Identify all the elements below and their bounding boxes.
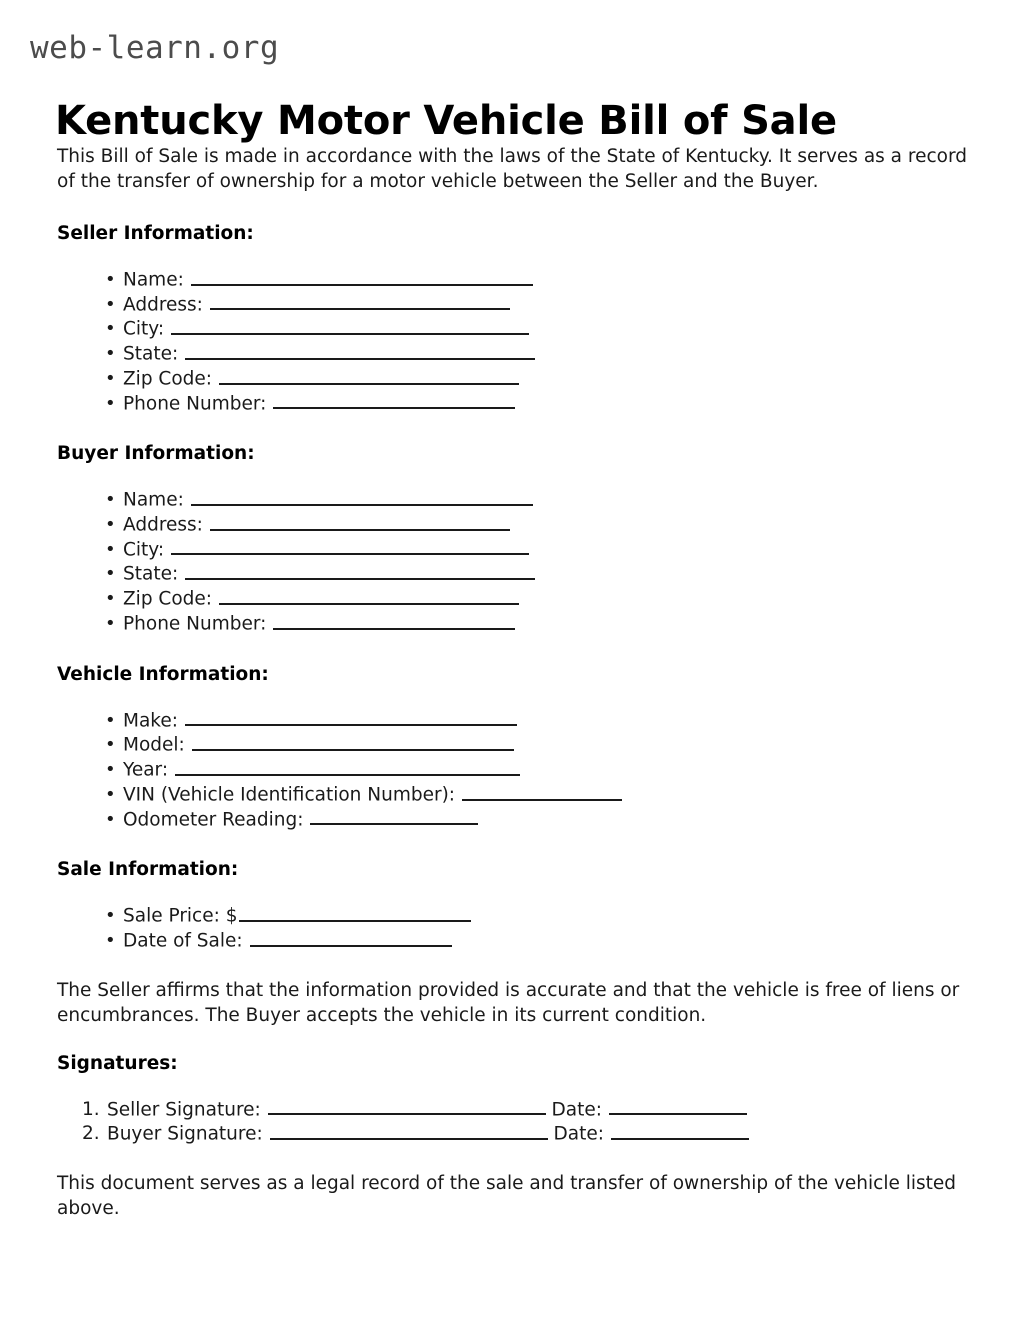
section-heading-signatures: Signatures: [57,1052,178,1074]
field-row [105,808,982,833]
field-blank[interactable] [191,268,533,286]
field-blank[interactable] [239,904,471,922]
field-row [105,268,982,293]
field-row [105,367,982,392]
field-row [105,342,982,367]
field-label: Date of Sale: [123,930,249,952]
bullet-icon: • [105,759,116,781]
closing-paragraph: This document serves as a legal record of the sale and transfer of ownership of the vehicle listed above. [57,1173,957,1220]
field-label: Zip Code: [123,368,218,390]
list-number: 1. [82,1098,100,1120]
affirmation-paragraph: The Seller affirms that the information provided is accurate and that the vehicle is free of liens or encumbrances. The Buyer accepts the vehicle in its current condition. [57,979,960,1026]
signature-label: Seller Signature: [107,1099,267,1121]
field-blank[interactable] [310,808,478,826]
field-row [105,538,982,563]
field-blank[interactable] [175,758,520,776]
bullet-icon: • [105,783,116,805]
list-number: 2. [82,1123,100,1145]
field-row [105,758,982,783]
signature-row [82,1098,982,1123]
site-watermark: web-learn.org [30,30,280,66]
field-label: Year: [123,759,174,781]
field-label: Make: [123,710,184,732]
field-label: Address: [123,514,209,536]
field-label: Phone Number: [123,393,273,415]
seller-field-list [57,268,982,416]
section-heading-sale: Sale Information: [57,859,239,881]
field-blank[interactable] [219,367,519,385]
field-row [105,733,982,758]
field-blank[interactable] [273,612,515,630]
bullet-icon: • [105,929,116,951]
field-label: State: [123,343,185,365]
field-row [105,513,982,538]
bullet-icon: • [105,367,116,389]
intro-paragraph: This Bill of Sale is made in accordance with the laws of the State of Kentucky. It serves as a record of the transfer of ownership for a motor vehicle between the Seller and the Buyer. [57,146,967,192]
section-heading-buyer: Buyer Information: [57,443,255,465]
bullet-icon: • [105,293,116,315]
signature-list [57,1098,982,1147]
page-title: Kentucky Motor Vehicle Bill of Sale [55,97,837,144]
field-blank[interactable] [273,392,515,410]
field-row [105,317,982,342]
bullet-icon: • [105,563,116,585]
field-label: Zip Code: [123,588,218,610]
field-blank[interactable] [185,562,535,580]
bullet-icon: • [105,734,116,756]
bullet-icon: • [105,489,116,511]
sale-field-list [57,904,982,953]
field-blank[interactable] [210,293,510,311]
document-body [57,144,982,1221]
field-label: Phone Number: [123,613,273,635]
bullet-icon: • [105,392,116,414]
signature-row [82,1122,982,1147]
signature-blank[interactable] [270,1122,548,1140]
field-label: City: [123,539,171,561]
vehicle-field-list [57,709,982,833]
field-row [105,612,982,637]
field-row [105,709,982,734]
field-row [105,587,982,612]
field-blank[interactable] [191,488,533,506]
field-row [105,392,982,417]
field-blank[interactable] [171,317,529,335]
bullet-icon: • [105,318,116,340]
field-label: Odometer Reading: [123,809,310,831]
buyer-field-list [57,488,982,636]
field-row [105,929,982,954]
field-blank[interactable] [219,587,519,605]
field-blank[interactable] [250,929,452,947]
date-label: Date: [547,1124,610,1146]
field-label: Name: [123,269,190,291]
field-label: State: [123,564,185,586]
field-label: Address: [123,294,209,316]
field-row [105,904,982,929]
field-label: Model: [123,735,191,757]
field-label: Sale Price: $ [123,905,238,927]
field-blank[interactable] [462,783,622,801]
field-label: Name: [123,490,190,512]
field-row [105,488,982,513]
bullet-icon: • [105,808,116,830]
bullet-icon: • [105,709,116,731]
field-blank[interactable] [210,513,510,531]
field-label: City: [123,319,171,341]
section-heading-seller: Seller Information: [57,223,254,244]
bullet-icon: • [105,588,116,610]
field-row [105,293,982,318]
date-blank[interactable] [611,1122,749,1140]
bullet-icon: • [105,269,116,290]
bullet-icon: • [105,612,116,634]
field-label: VIN (Vehicle Identification Number): [123,784,461,806]
field-blank[interactable] [192,733,514,751]
field-blank[interactable] [171,538,529,556]
bullet-icon: • [105,343,116,365]
bullet-icon: • [105,538,116,560]
bullet-icon: • [105,514,116,536]
date-blank[interactable] [609,1098,747,1116]
section-heading-vehicle: Vehicle Information: [57,663,269,685]
field-blank[interactable] [185,342,535,360]
signature-label: Buyer Signature: [107,1124,269,1146]
bullet-icon: • [105,905,116,927]
field-blank[interactable] [185,709,517,727]
field-row [105,562,982,587]
date-label: Date: [545,1099,608,1121]
field-row [105,783,982,808]
signature-blank[interactable] [268,1098,546,1116]
